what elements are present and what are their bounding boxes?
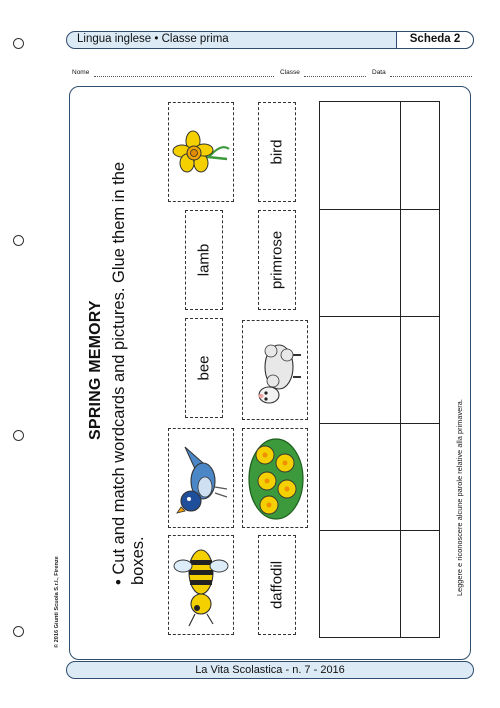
instruction	[110, 162, 148, 585]
student-fields	[72, 69, 472, 81]
lamb-word: lamb	[195, 243, 213, 277]
binder-hole-1	[13, 38, 24, 49]
grid-row-line-1	[320, 209, 439, 210]
sheet-number: Scheda 2	[396, 31, 474, 49]
glue-grid	[319, 101, 440, 638]
lamb-picture-card[interactable]	[242, 320, 308, 420]
grid-row-line-2	[320, 316, 439, 317]
instruction-line-1: • Cut and match wordcards and pictures. Glue them in the	[110, 161, 128, 585]
bee-word-card[interactable]	[185, 318, 223, 418]
binder-hole-4	[13, 626, 24, 637]
copyright-note: © 2016 Giunti Scuola S.r.l., Firenze	[54, 556, 60, 648]
date-line[interactable]	[390, 76, 472, 77]
worksheet-title: SPRING MEMORY	[87, 300, 104, 440]
lamb-word-card[interactable]	[185, 210, 223, 310]
daffodil-word-card[interactable]	[258, 535, 296, 635]
date-label: Data	[372, 69, 386, 76]
bee-picture-card[interactable]	[168, 535, 234, 635]
daffodil-word: daffodil	[268, 560, 286, 610]
binder-hole-3	[13, 430, 24, 441]
header-title: Lingua inglese • Classe prima	[77, 33, 229, 45]
bee-icon	[169, 536, 235, 636]
daffodil-picture-card[interactable]	[168, 102, 234, 202]
daffodil-icon	[169, 103, 235, 203]
name-line[interactable]	[94, 76, 274, 77]
footer-bar: La Vita Scolastica - n. 7 - 2016	[66, 661, 474, 679]
grid-divider	[400, 102, 401, 637]
primrose-icon	[243, 429, 309, 529]
instruction-line-2: boxes.	[129, 536, 147, 585]
lamb-icon	[243, 321, 309, 421]
grid-row-line-4	[320, 530, 439, 531]
bird-picture-card[interactable]	[168, 428, 234, 528]
bird-word-card[interactable]	[258, 102, 296, 202]
primrose-word: primrose	[268, 230, 286, 290]
bird-word: bird	[268, 139, 286, 165]
header-bar	[66, 31, 474, 49]
primrose-picture-card[interactable]	[242, 428, 308, 528]
bee-word: bee	[195, 355, 213, 381]
class-line[interactable]	[304, 76, 366, 77]
binder-hole-2	[13, 235, 24, 246]
primrose-word-card[interactable]	[258, 210, 296, 310]
grid-row-line-3	[320, 423, 439, 424]
learning-objective: Leggere e riconoscere alcune parole relative alla primavera.	[455, 399, 464, 596]
class-label: Classe	[280, 69, 300, 76]
bird-icon	[169, 429, 235, 529]
name-label: Nome	[72, 69, 90, 76]
